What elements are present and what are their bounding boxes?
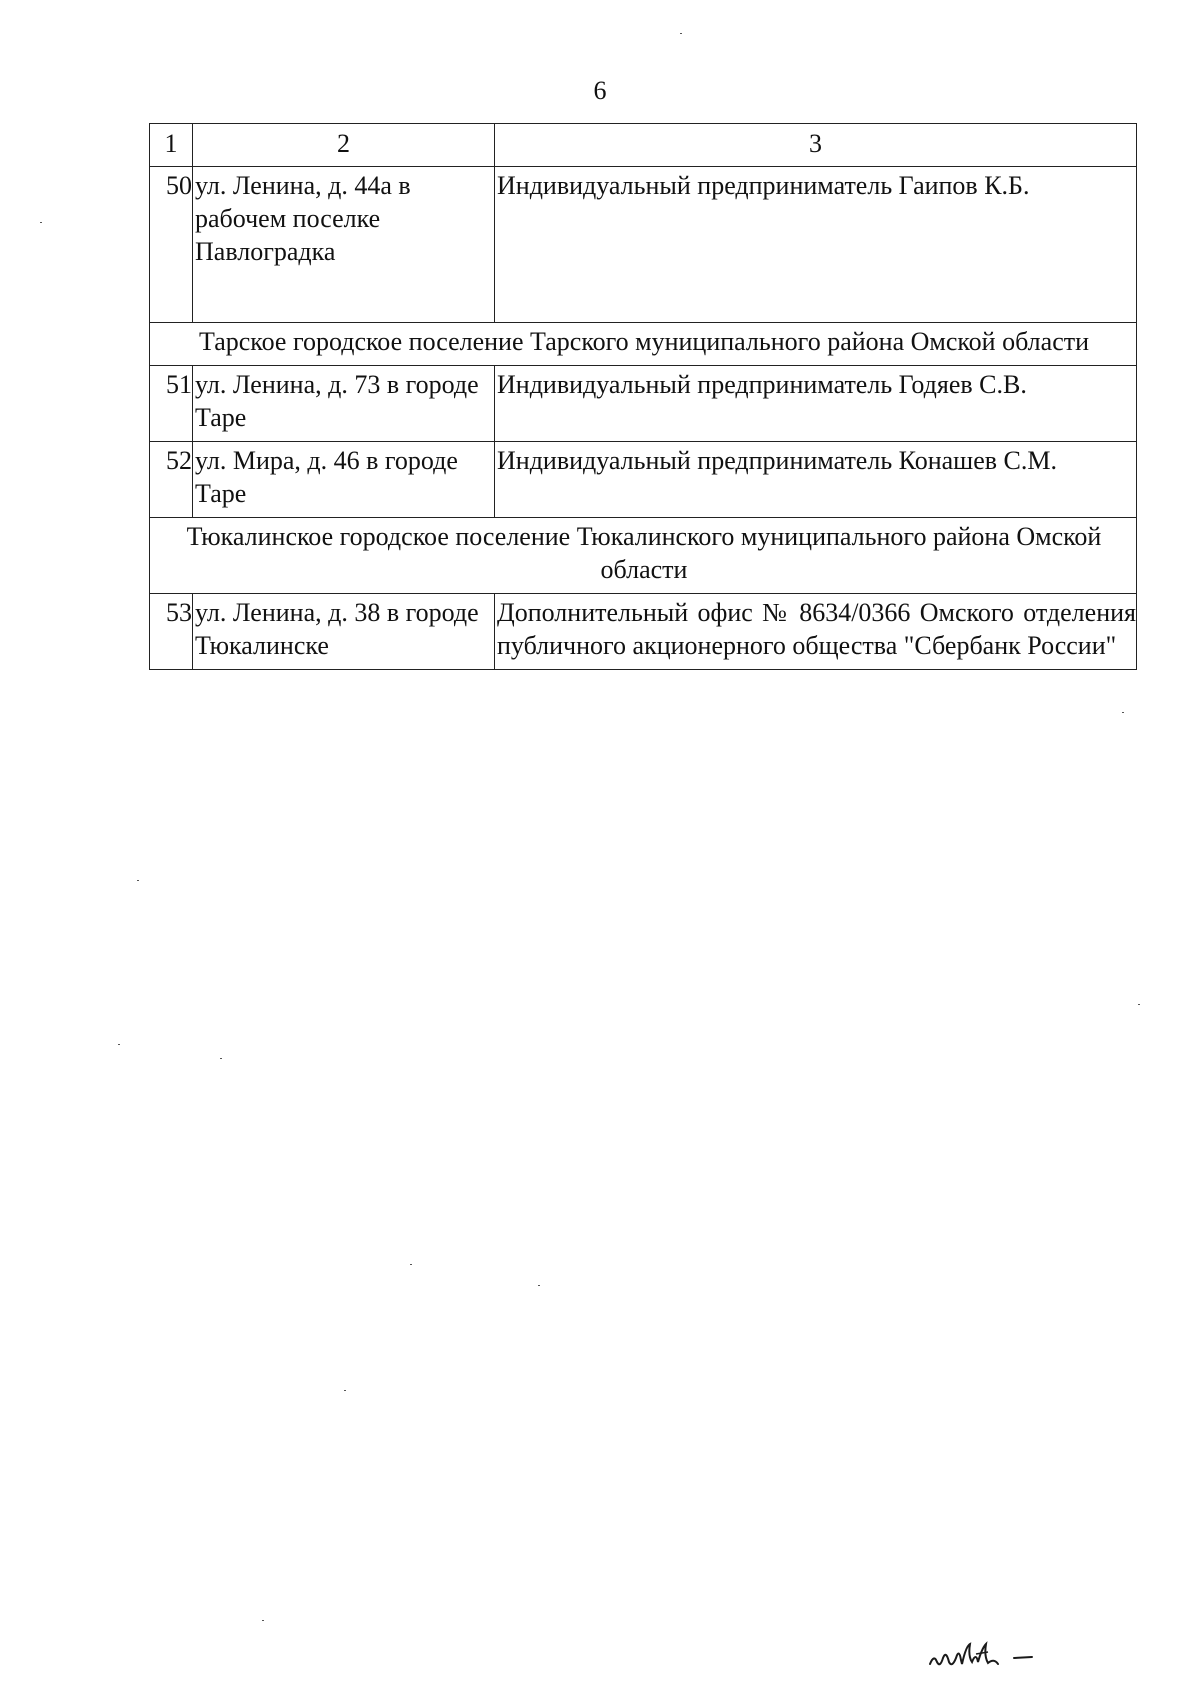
table-row (150, 366, 1137, 442)
row-address: ул. Ленина, д. 73 в городе Таре (193, 366, 495, 442)
table-row (150, 594, 1137, 670)
row-address: ул. Ленина, д. 44а в рабочем поселке Павлоградка (193, 167, 495, 323)
row-organization: Дополнительный офис № 8634/0366 Омского отделения публичного акционерного общества "Сбербанк России" (495, 594, 1137, 670)
row-number: 53 (150, 594, 193, 670)
section-row (150, 518, 1137, 594)
row-number: 50 (150, 167, 193, 323)
table-row (150, 167, 1137, 323)
header-cell: 2 (193, 124, 495, 167)
row-organization: Индивидуальный предприниматель Годяев С.В. (495, 366, 1137, 442)
header-cell: 1 (150, 124, 193, 167)
page-number: 6 (593, 76, 607, 105)
section-row (150, 323, 1137, 366)
header-cell: 3 (495, 124, 1137, 167)
addresses-table (149, 123, 1137, 670)
row-organization: Индивидуальный предприниматель Конашев С.М. (495, 442, 1137, 518)
row-number: 51 (150, 366, 193, 442)
section-title: Тюкалинское городское поселение Тюкалинского муниципального района Омской области (150, 518, 1137, 594)
table-row (150, 442, 1137, 518)
row-organization: Индивидуальный предприниматель Гаипов К.Б. (495, 167, 1137, 323)
row-address: ул. Ленина, д. 38 в городе Тюкалинске (193, 594, 495, 670)
table-header-row (150, 124, 1137, 167)
handwritten-signature (928, 1640, 1048, 1672)
row-number: 52 (150, 442, 193, 518)
row-address: ул. Мира, д. 46 в городе Таре (193, 442, 495, 518)
section-title: Тарское городское поселение Тарского муниципального района Омской области (150, 323, 1137, 366)
